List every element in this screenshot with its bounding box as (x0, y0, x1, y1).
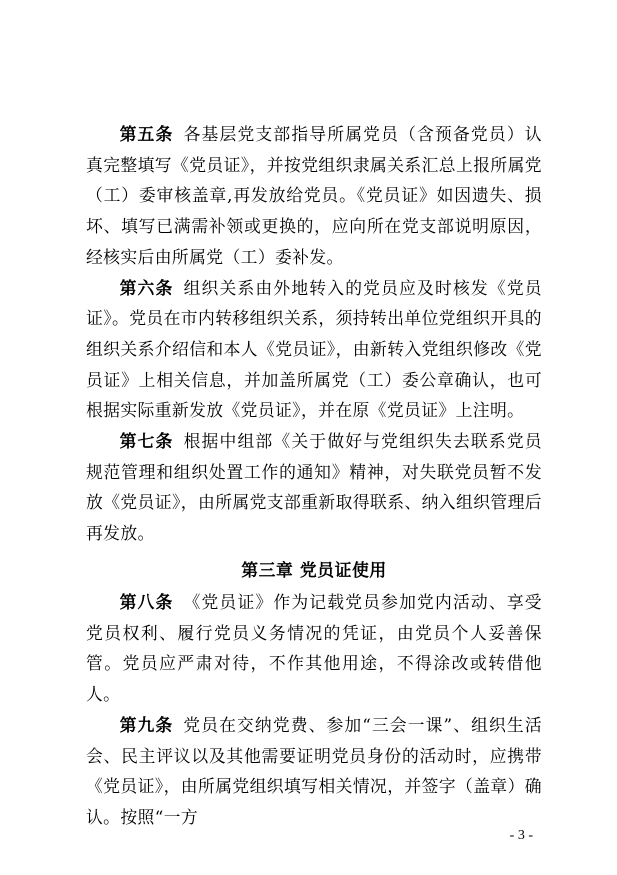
article-text: 《党员证》作为记载党员参加党内活动、享受党员权利、履行党员义务情况的凭证，由党员个人妥善保管。党员应严肃对待，不作其他用途，不得涂改或转借他人。 (86, 592, 542, 705)
article-text: 组织关系由外地转入的党员应及时核发《党员证》。党员在市内转移组织关系，须持转出单位党组织开具的组织关系介绍信和本人《党员证》，由新转入党组织修改《党员证》上相关信息，并加盖所属党（工）委公章确认，也可根据实际重新发放《党员证》，并在原《党员证》上注明。 (86, 277, 542, 421)
article-5 (86, 119, 542, 273)
articles-section-bottom (86, 587, 542, 833)
chapter-title: 第三章 党员证使用 (241, 560, 387, 580)
page-number: - 3 - (509, 828, 533, 843)
article-label: 第六条 (119, 277, 174, 298)
article-9 (86, 710, 542, 833)
article-7 (86, 426, 542, 549)
article-label: 第五条 (119, 124, 174, 144)
article-label: 第九条 (119, 714, 174, 735)
articles-section-top (86, 119, 542, 549)
article-6 (86, 273, 542, 427)
article-text: 党员在交纳党费、参加“三会一课”、组织生活会、民主评议以及其他需要证明党员身份的活动时，应携带《党员证》，由所属党组织填写相关情况，并签字（盖章）确认。按照“一方 (86, 714, 543, 827)
article-label: 第七条 (119, 431, 174, 452)
article-8 (86, 587, 542, 710)
article-text: 根据中组部《关于做好与党组织失去联系党员规范管理和组织处置工作的通知》精神，对失联党员暂不发放《党员证》，由所属党支部重新取得联系、纳入组织管理后再发放。 (86, 431, 542, 544)
article-label: 第八条 (119, 592, 174, 612)
article-text: 各基层党支部指导所属党员（含预备党员）认真完整填写《党员证》，并按党组织隶属关系汇总上报所属党（工）委审核盖章,再发放给党员。《党员证》如因遗失、损坏、填写已满需补领或更换的，应向所在党支部说明原因，经核实后由所属党（工）委补发。 (86, 124, 542, 267)
